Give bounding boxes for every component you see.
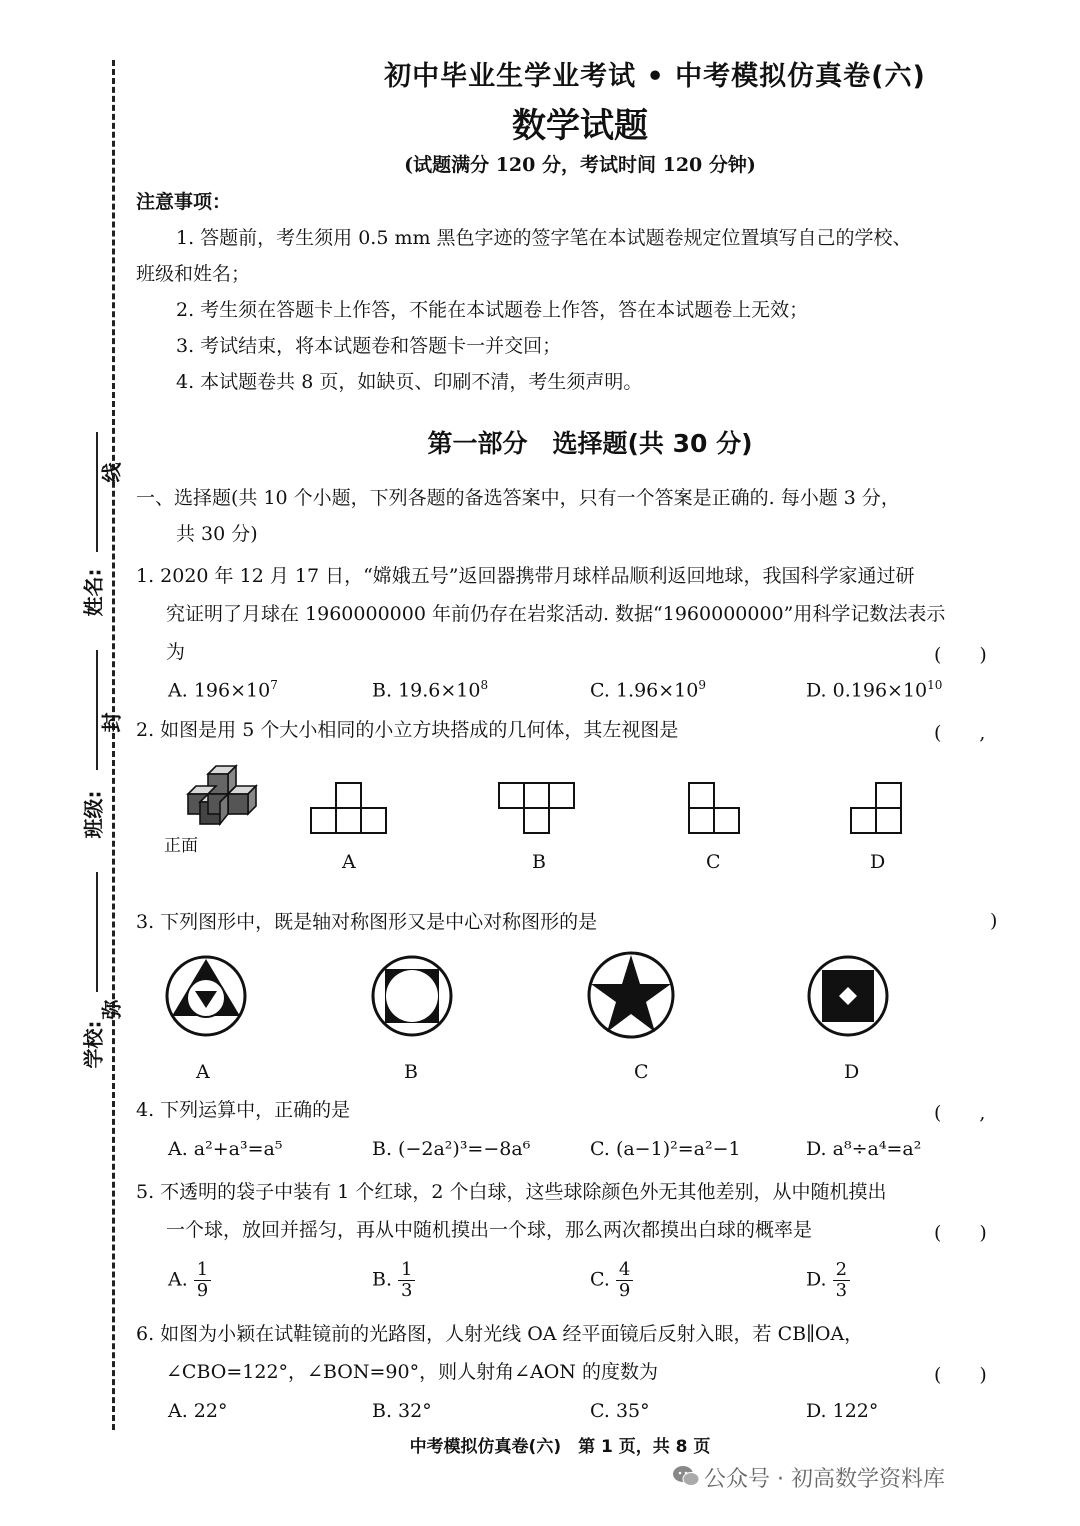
q6-answer-paren[interactable]: ( ) — [934, 1364, 987, 1386]
q1-option-a[interactable]: A. $196\times 10^7$ — [168, 678, 278, 702]
q5-answer-paren[interactable]: ( ) — [934, 1222, 987, 1244]
q2-option-d[interactable]: D — [870, 851, 886, 873]
q5-option-c[interactable]: C. $\frac{4}{9}$ — [590, 1260, 633, 1301]
q4-option-d[interactable]: D. a⁸÷a⁴=a² — [806, 1138, 922, 1160]
q5-text-cont: 一个球，放回并摇匀，再从中随机摸出一个球，那么两次都摸出白球的概率是 — [166, 1219, 813, 1241]
q5-option-a[interactable]: A. $\frac{1}{9}$ — [168, 1260, 211, 1301]
q1-text: 1. 2020 年 12 月 17 日，“嫦娥五号”返回器携带月球样品顺利返回地球，我国科学家通过研 — [136, 565, 915, 587]
q3-option-d[interactable]: D — [844, 1061, 860, 1083]
q1-text-cont: 究证明了月球在 1960000000 年前仍存在岩浆活动. 数据“1960000000”用科学记数法表示 — [166, 603, 946, 625]
q4-text: 4. 下列运算中，正确的是 — [136, 1099, 351, 1121]
q2-option-c[interactable]: C — [706, 851, 721, 873]
q1-answer-paren[interactable]: ( ) — [934, 644, 987, 666]
school-field-label: 学校: — [81, 1020, 106, 1069]
q6-option-b[interactable]: B. 32° — [372, 1400, 432, 1422]
q3-answer-paren[interactable]: ) — [990, 910, 998, 932]
seal-seal-label: 封 — [99, 712, 124, 733]
q3-figure-d-icon — [806, 954, 890, 1038]
part1-instructions: 一、选择题(共 10 个小题，下列各题的备选答案中，只有一个答案是正确的. 每小题 3 分， — [136, 487, 900, 509]
subject-title: 数学试题 — [512, 106, 648, 146]
notes-heading: 注意事项： — [136, 191, 232, 213]
q4-answer-paren[interactable]: ( , — [934, 1102, 986, 1124]
part1-title: 第一部分 选择题(共 30 分) — [427, 429, 753, 458]
front-label: 正面 — [164, 836, 198, 856]
q1-option-c[interactable]: C. $1.96\times 10^9$ — [590, 678, 706, 702]
watermark: 公众号 · 初高数学资料库 — [704, 1467, 945, 1492]
q6-option-a[interactable]: A. 22° — [168, 1400, 228, 1422]
q2-text: 2. 如图是用 5 个大小相同的小立方块搭成的几何体，其左视图是 — [136, 719, 679, 741]
q3-text: 3. 下列图形中，既是轴对称图形又是中心对称图形的是 — [136, 911, 598, 933]
q1-option-b[interactable]: B. $19.6\times 10^8$ — [372, 678, 489, 702]
q2-view-d-icon — [850, 782, 906, 834]
note-item-1-cont: 班级和姓名； — [136, 263, 251, 285]
page-footer: 中考模拟仿真卷(六) 第 1 页，共 8 页 — [409, 1437, 711, 1457]
exam-info: (试题满分 120 分，考试时间 120 分钟) — [404, 154, 756, 176]
cube-stack-figure — [176, 756, 276, 836]
school-field-line[interactable] — [96, 872, 98, 992]
name-field-line[interactable] — [96, 432, 98, 552]
q6-text: 6. 如图为小颖在试鞋镜前的光路图，人射光线 OA 经平面镜后反射入眼，若 CB∥OA， — [136, 1323, 864, 1345]
q6-text-cont: ∠CBO=122°，∠BON=90°，则人射角∠AON 的度数为 — [166, 1361, 658, 1383]
q5-text: 5. 不透明的袋子中装有 1 个红球，2 个白球，这些球除颜色外无其他差别，从中随机摸出 — [136, 1181, 887, 1203]
q4-option-c[interactable]: C. (a−1)²=a²−1 — [590, 1138, 741, 1160]
q2-view-b-icon — [498, 782, 578, 834]
note-item-2: 2. 考生须在答题卡上作答，不能在本试题卷上作答，答在本试题卷上无效； — [176, 299, 809, 321]
q2-view-a-icon — [310, 782, 390, 834]
q6-option-c[interactable]: C. 35° — [590, 1400, 650, 1422]
q3-option-b[interactable]: B — [404, 1061, 418, 1083]
class-field-line[interactable] — [96, 650, 98, 770]
seal-secret-label: 弥 — [99, 999, 124, 1020]
q3-figure-b-icon — [370, 954, 454, 1038]
q6-option-d[interactable]: D. 122° — [806, 1400, 879, 1422]
q5-option-d[interactable]: D. $\frac{2}{3}$ — [806, 1260, 850, 1301]
note-item-4: 4. 本试题卷共 8 页，如缺页、印刷不清，考生须声明。 — [176, 371, 643, 393]
note-item-1: 1. 答题前，考生须用 0.5 mm 黑色字迹的签字笔在本试题卷规定位置填写自己的学校、 — [176, 227, 912, 249]
q3-figure-a-icon — [164, 954, 248, 1038]
q1-text-cont2: 为 — [166, 641, 186, 663]
binding-dashed-line — [112, 60, 115, 1430]
exam-title: 初中毕业生学业考试 • 中考模拟仿真卷(六) — [384, 61, 926, 92]
q1-option-d[interactable]: D. $0.196\times 10^{10}$ — [806, 678, 943, 702]
q2-answer-paren[interactable]: ( , — [934, 722, 986, 744]
q3-option-c[interactable]: C — [634, 1061, 649, 1083]
name-field-label: 姓名: — [81, 568, 106, 617]
seal-line-label: 线 — [99, 462, 124, 483]
q4-option-a[interactable]: A. a²+a³=a⁵ — [168, 1138, 283, 1160]
q3-option-a[interactable]: A — [196, 1061, 210, 1083]
wechat-icon — [672, 1464, 700, 1488]
class-field-label: 班级: — [81, 790, 106, 839]
q2-option-b[interactable]: B — [532, 851, 546, 873]
q4-option-b[interactable]: B. (−2a²)³=−8a⁶ — [372, 1138, 531, 1160]
note-item-3: 3. 考试结束，将本试题卷和答题卡一并交回； — [176, 335, 562, 357]
part1-instructions-cont: 共 30 分) — [176, 523, 258, 545]
q5-option-b[interactable]: B. $\frac{1}{3}$ — [372, 1260, 415, 1301]
q3-figure-c-icon — [586, 950, 676, 1040]
q2-view-c-icon — [688, 782, 744, 834]
q2-option-a[interactable]: A — [342, 851, 356, 873]
